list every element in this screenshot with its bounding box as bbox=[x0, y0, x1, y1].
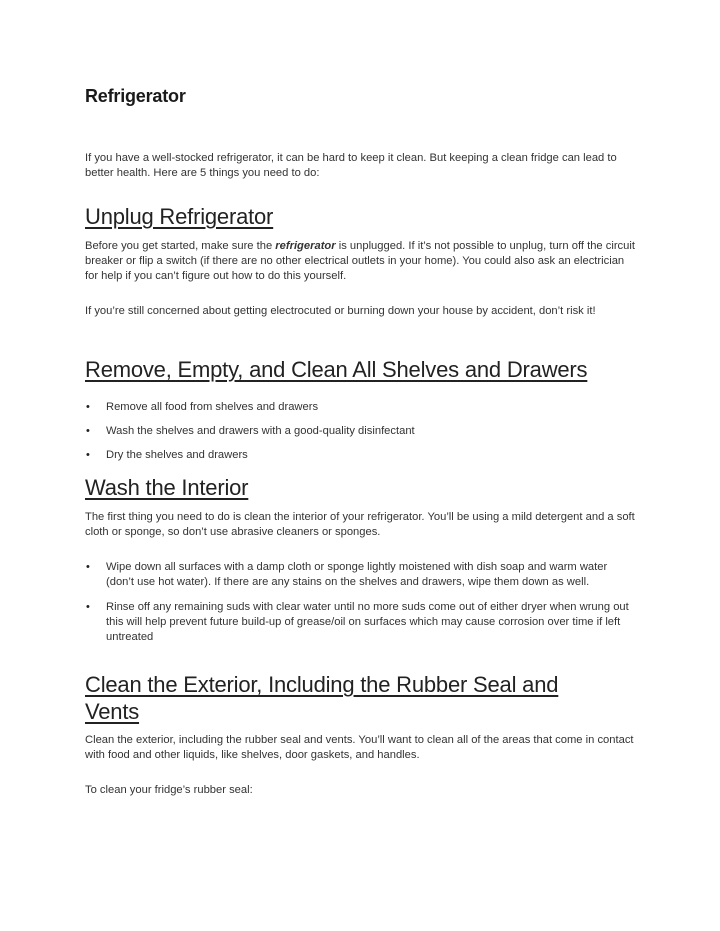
intro-paragraph: If you have a well-stocked refrigerator, it can be hard to keep it clean. But keeping a clean fridge can lead to better health. Here are 5 things you need to do: bbox=[85, 152, 617, 179]
list-item bbox=[85, 560, 637, 590]
list-item bbox=[85, 600, 637, 645]
interior-list bbox=[85, 560, 637, 645]
list-item-text: Wash the shelves and drawers with a good-quality disinfectant bbox=[106, 425, 415, 437]
heading-remove-empty-clean: Remove, Empty, and Clean All Shelves and Drawers bbox=[85, 357, 588, 382]
bullet-icon: • bbox=[86, 449, 90, 461]
heading-unplug-refrigerator: Unplug Refrigerator bbox=[85, 204, 274, 229]
interior-paragraph: The first thing you need to do is clean the interior of your refrigerator. You’ll be using a mild detergent and a soft cloth or sponge, so don’t use abrasive cleaners or sponges. bbox=[85, 511, 635, 538]
bullet-icon: • bbox=[86, 425, 90, 437]
shelves-list bbox=[85, 400, 637, 463]
list-item-text: Wipe down all surfaces with a damp cloth or sponge lightly moistened with dish soap and warm water (don’t use hot water). If there are any stains on the shelves and drawers, wipe them down as well. bbox=[106, 561, 608, 588]
document-title: Refrigerator bbox=[85, 86, 186, 106]
list-item-text: Rinse off any remaining suds with clear water until no more suds come out of either dryer when wrung out this will help prevent future build-up of grease/oil on surfaces which may cause corrosion over time if left untreated bbox=[106, 601, 629, 643]
unplug-paragraph-1 bbox=[85, 239, 637, 284]
bullet-icon: • bbox=[86, 601, 90, 613]
list-item bbox=[85, 448, 637, 463]
bullet-icon: • bbox=[86, 561, 90, 573]
heading-clean-exterior: Clean the Exterior, Including the Rubber Seal and Vents bbox=[85, 672, 559, 724]
unplug-p1-before: Before you get started, make sure the bbox=[85, 240, 276, 252]
unplug-paragraph-2: If you’re still concerned about getting electrocuted or burning down your house by accident, don’t risk it! bbox=[85, 305, 596, 317]
exterior-paragraph-2: To clean your fridge’s rubber seal: bbox=[85, 784, 253, 796]
list-item-text: Remove all food from shelves and drawers bbox=[106, 401, 319, 413]
list-item bbox=[85, 424, 637, 439]
list-item bbox=[85, 400, 637, 415]
list-item-text: Dry the shelves and drawers bbox=[106, 449, 248, 461]
unplug-p1-after: is unplugged. If it’s not possible to unplug, turn off the circuit breaker or flip a switch (if there are no other electrical outlets in your home). You could also ask an electrician for help if you can’t figure out how to do this yourself. bbox=[85, 240, 635, 282]
bullet-icon: • bbox=[86, 401, 90, 413]
unplug-p1-emphasis: refrigerator bbox=[275, 240, 336, 252]
exterior-paragraph-1: Clean the exterior, including the rubber seal and vents. You’ll want to clean all of the areas that come in contact with food and other liquids, like shelves, door gaskets, and handles. bbox=[85, 734, 634, 761]
heading-wash-interior: Wash the Interior bbox=[85, 475, 249, 500]
